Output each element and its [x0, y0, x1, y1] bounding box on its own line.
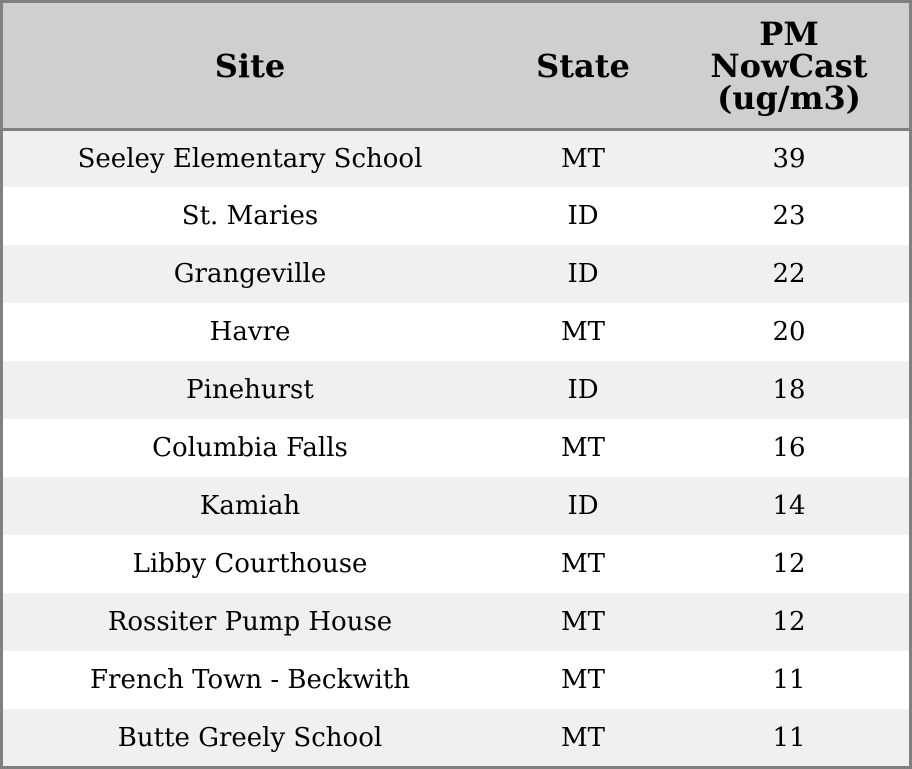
table-row	[3, 477, 909, 535]
cell-state: ID	[497, 245, 669, 303]
cell-site: Seeley Elementary School	[3, 130, 497, 188]
table-row	[3, 303, 909, 361]
cell-state: MT	[497, 593, 669, 651]
header-pm-line-1: PM	[759, 14, 819, 53]
cell-state: MT	[497, 535, 669, 593]
cell-site: St. Maries	[3, 187, 497, 245]
header-pm-nowcast	[669, 3, 909, 130]
table-row	[3, 245, 909, 303]
cell-pm-nowcast: 20	[669, 303, 909, 361]
cell-pm-nowcast: 12	[669, 593, 909, 651]
cell-site: Columbia Falls	[3, 419, 497, 477]
cell-site: Kamiah	[3, 477, 497, 535]
header-pm-line-2: NowCast	[710, 46, 868, 85]
table-body	[3, 130, 909, 768]
header-site-line: Site	[214, 46, 286, 85]
header-site	[3, 3, 497, 130]
cell-state: MT	[497, 303, 669, 361]
cell-site: French Town - Beckwith	[3, 651, 497, 709]
table-row	[3, 130, 909, 188]
cell-pm-nowcast: 39	[669, 130, 909, 188]
header-pm-line-3: (ug/m3)	[717, 78, 861, 117]
cell-site: Libby Courthouse	[3, 535, 497, 593]
table-row	[3, 535, 909, 593]
cell-pm-nowcast: 14	[669, 477, 909, 535]
header-row	[3, 3, 909, 130]
cell-state: MT	[497, 709, 669, 767]
cell-state: MT	[497, 419, 669, 477]
table-row	[3, 651, 909, 709]
cell-state: ID	[497, 361, 669, 419]
cell-site: Grangeville	[3, 245, 497, 303]
cell-state: MT	[497, 651, 669, 709]
cell-site: Pinehurst	[3, 361, 497, 419]
table-row	[3, 187, 909, 245]
header-state-line: State	[536, 46, 630, 85]
cell-state: MT	[497, 130, 669, 188]
cell-pm-nowcast: 12	[669, 535, 909, 593]
cell-state: ID	[497, 187, 669, 245]
pm-nowcast-table	[3, 3, 909, 767]
table-row	[3, 709, 909, 767]
table-row	[3, 593, 909, 651]
cell-state: ID	[497, 477, 669, 535]
table-header	[3, 3, 909, 130]
header-state	[497, 3, 669, 130]
cell-pm-nowcast: 11	[669, 709, 909, 767]
cell-site: Butte Greely School	[3, 709, 497, 767]
cell-site: Havre	[3, 303, 497, 361]
cell-pm-nowcast: 11	[669, 651, 909, 709]
cell-pm-nowcast: 22	[669, 245, 909, 303]
cell-site: Rossiter Pump House	[3, 593, 497, 651]
cell-pm-nowcast: 18	[669, 361, 909, 419]
cell-pm-nowcast: 23	[669, 187, 909, 245]
cell-pm-nowcast: 16	[669, 419, 909, 477]
table-row	[3, 361, 909, 419]
table-row	[3, 419, 909, 477]
